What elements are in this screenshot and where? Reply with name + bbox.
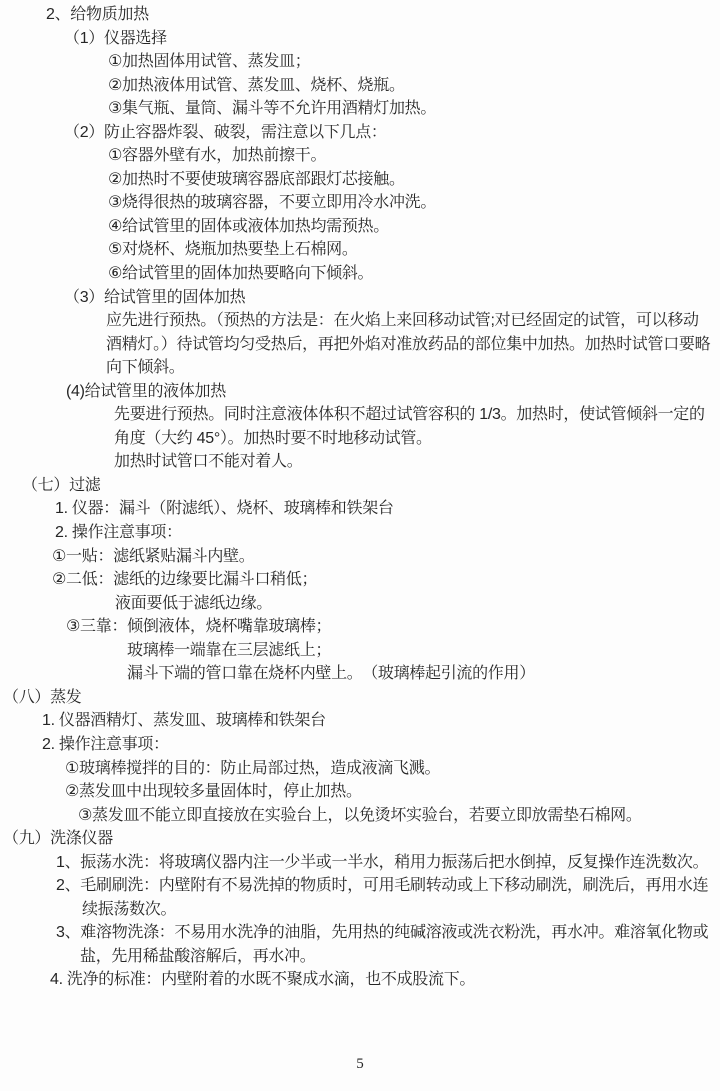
text-line: 2. 操作注意事项： (42, 735, 169, 753)
text-line: ②蒸发皿中出现较多量固体时，停止加热。 (65, 783, 362, 801)
text-line: ⑥给试管里的固体加热要略向下倾斜。 (108, 265, 374, 283)
text-line: 2. 操作注意事项： (55, 524, 182, 542)
text-line: 酒精灯。）待试管均匀受热后，再把外焰对准放药品的部位集中加热。加热时试管口要略 (106, 335, 711, 353)
text-line: ④给试管里的固体或液体加热均需预热。 (108, 217, 389, 235)
text-line: （1）仪器选择 (64, 29, 167, 47)
text-line: ②二低：滤纸的边缘要比漏斗口稍低； (52, 571, 318, 589)
text-line: 2、毛刷刷洗：内壁附有不易洗掉的物质时，可用毛刷转动或上下移动刷洗，刷洗后，再用水连 (56, 877, 709, 895)
text-line: ①玻璃棒搅拌的目的：防止局部过热，造成液滴飞溅。 (65, 759, 441, 777)
text-line: 加热时试管口不能对着人。 (114, 453, 303, 471)
text-line: （2）防止容器炸裂、破裂，需注意以下几点： (64, 123, 387, 141)
text-line: (4)给试管里的液体加热 (66, 382, 226, 400)
text-line: （八）蒸发 (3, 688, 82, 706)
text-line: ①加热固体用试管、蒸发皿； (108, 53, 311, 71)
text-line: ③烧得很热的玻璃容器，不要立即用冷水冲洗。 (108, 194, 437, 212)
text-line: 2、给物质加热 (46, 6, 149, 23)
text-line: 液面要低于滤纸边缘。 (115, 594, 273, 612)
text-line: 1. 仪器酒精灯、蒸发皿、玻璃棒和铁架台 (42, 712, 326, 730)
text-line: 应先进行预热。（预热的方法是：在火焰上来回移动试管;对已经固定的试管，可以移动 (106, 312, 699, 330)
text-line: 漏斗下端的管口靠在烧杯内壁上。 （玻璃棒起引流的作用） (127, 665, 535, 683)
text-line: 4. 洗净的标准：内壁附着的水既不聚成水滴，也不成股流下。 (50, 971, 476, 989)
text-line: ②加热液体用试管、蒸发皿、烧杯、烧瓶。 (108, 76, 405, 94)
text-line: ①一贴：滤纸紧贴漏斗内壁。 (52, 547, 255, 565)
text-line: 先要进行预热。同时注意液体体积不超过试管容积的 1/3。加热时，使试管倾斜一定的 (114, 406, 705, 424)
text-line: 1. 仪器：漏斗（附滤纸）、烧杯、玻璃棒和铁架台 (55, 500, 394, 518)
text-line: ①容器外壁有水，加热前擦干。 (108, 147, 327, 165)
page-number: 5 (356, 1056, 364, 1072)
text-line: 续振荡数次。 (82, 900, 177, 918)
text-line: （九）洗涤仪器 (3, 830, 113, 848)
text-line: （3）给试管里的固体加热 (64, 288, 246, 306)
text-line: ③蒸发皿不能立即直接放在实验台上，以免烫坏实验台，若要立即放需垫石棉网。 (78, 806, 642, 824)
text-line: ③三靠：倾倒液体，烧杯嘴靠玻璃棒； (66, 618, 332, 636)
text-line: 1、振荡水洗：将玻璃仪器内注一少半或一半水，稍用力振荡后把水倒掉，反复操作连洗数次。 (56, 853, 709, 871)
text-line: ③集气瓶、量筒、漏斗等不允许用酒精灯加热。 (108, 100, 437, 118)
text-line: 向下倾斜。 (106, 359, 185, 377)
text-line: 3、难溶物洗涤：不易用水洗净的油脂，先用热的纯碱溶液或洗衣粉洗，再水冲。难溶氧化物或 (56, 924, 709, 942)
text-line: （七）过滤 (22, 476, 101, 494)
text-line: 盐，先用稀盐酸溶解后，再水冲。 (80, 947, 316, 965)
text-line: ②加热时不要使玻璃容器底部跟灯芯接触。 (108, 170, 405, 188)
text-line: ⑤对烧杯、烧瓶加热要垫上石棉网。 (108, 241, 358, 259)
text-line: 玻璃棒一端靠在三层滤纸上； (127, 641, 332, 659)
text-line: 角度（大约 45°）。加热时要不时地移动试管。 (114, 429, 432, 447)
